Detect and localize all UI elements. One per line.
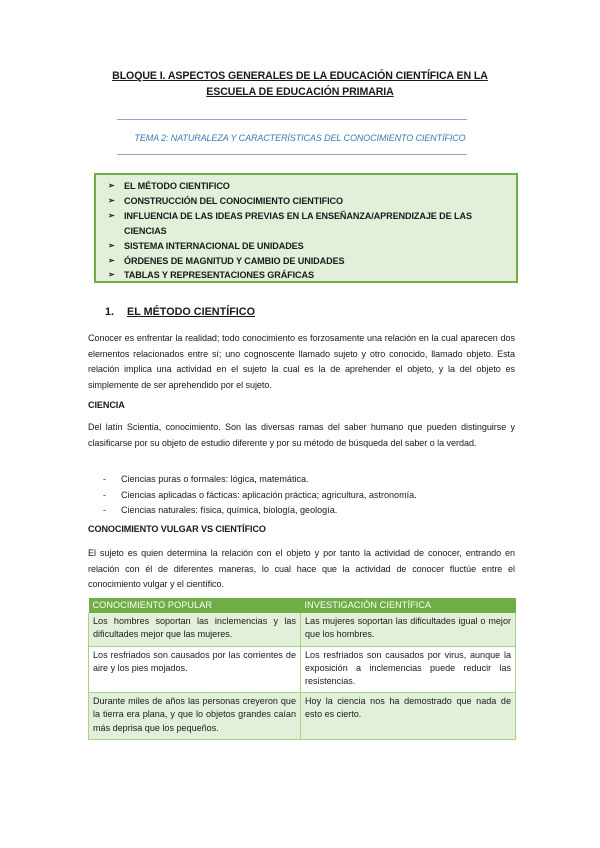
table-cell: Los resfriados son causados por las corrientes de aire y los pies mojados.	[89, 646, 301, 693]
table-row	[89, 613, 516, 646]
column-header-scientific: INVESTIGACIÓN CIENTÍFICA	[301, 598, 516, 613]
toc-item-label: CONSTRUCCIÓN DEL CONOCIMIENTO CIENTIFICO	[124, 195, 343, 206]
arrow-icon: ➢	[108, 255, 115, 265]
section-heading	[105, 306, 255, 318]
divider-bottom	[117, 154, 467, 155]
toc-item-label: TABLAS Y REPRESENTACIONES GRÁFICAS	[124, 270, 314, 281]
list-item-text: Ciencias naturales: física, química, biología, geología.	[121, 505, 338, 515]
intro-paragraph: Conocer es enfrentar la realidad; todo conocimiento es forzosamente una relación en la cual aparecen dos elementos relacionados entre sí; uno cognoscente llamado sujeto y otro conocido, llamado objeto. Esta relación implica una actividad en el sujeto la cual es la de aprehender el objeto, y la del objeto es simplemente de ser aprehendido por el sujeto.	[88, 333, 515, 390]
vulgar-vs-scientific-heading: CONOCIMIENTO VULGAR VS CIENTÍFICO	[88, 524, 266, 534]
toc-item	[108, 254, 508, 269]
toc-item-label: ÓRDENES DE MAGNITUD Y CAMBIO DE UNIDADES	[124, 255, 345, 266]
table-row	[89, 646, 516, 693]
vulgar-paragraph: El sujeto es quien determina la relación con el objeto y por tanto la actividad de conocer, entrando en relación con él de diferentes maneras, lo cual hace que la actividad de conocer fluctúe entre el conocimiento vulgar y el científico.	[88, 548, 515, 589]
title-line-2: ESCUELA DE EDUCACIÓN PRIMARIA	[206, 85, 394, 98]
comparison-table	[88, 598, 516, 740]
list-item	[103, 472, 417, 488]
ciencia-heading: CIENCIA	[88, 400, 125, 410]
table-header-row	[89, 598, 516, 613]
list-item-text: Ciencias aplicadas o fácticas: aplicación práctica; agricultura, astronomía.	[121, 489, 417, 500]
toc-item	[108, 209, 508, 239]
toc-item	[108, 194, 508, 209]
bullet-marker: -	[103, 474, 107, 484]
table-of-contents	[94, 173, 518, 283]
list-item	[103, 503, 417, 519]
ciencia-paragraph: Del latín Scientia, conocimiento. Son las diversas ramas del saber humano que pueden distinguirse y clasificarse por su objeto de estudio diferente y por su método de búsqueda del saber o la verdad.	[88, 422, 515, 448]
column-header-popular: CONOCIMIENTO POPULAR	[89, 598, 301, 613]
arrow-icon: ➢	[108, 210, 115, 220]
table-cell: Durante miles de años las personas creyeron que la tierra era plana, y que lo objetos grandes caían más deprisa que los pequeños.	[89, 693, 301, 740]
toc-item	[108, 179, 508, 194]
table-cell: Los resfriados son causados por virus, aunque la exposición a inclemencias puede reducir las resistencias.	[301, 646, 516, 693]
section-number: 1.	[105, 306, 115, 318]
table-cell: Las mujeres soportan las dificultades igual o mejor que los hombres.	[301, 613, 516, 646]
toc-item-label: SISTEMA INTERNACIONAL DE UNIDADES	[124, 240, 304, 251]
arrow-icon: ➢	[108, 270, 115, 280]
bullet-marker: -	[103, 505, 107, 515]
table-row	[89, 693, 516, 740]
bullet-marker: -	[103, 489, 107, 500]
toc-item-label: EL MÉTODO CIENTIFICO	[124, 181, 230, 191]
arrow-icon: ➢	[108, 181, 115, 190]
toc-item-label: INFLUENCIA DE LAS IDEAS PREVIAS EN LA ENSEÑANZA/APRENDIZAJE DE LAS CIENCIAS	[124, 210, 472, 236]
divider-top	[117, 119, 467, 120]
toc-item	[108, 268, 508, 283]
arrow-icon: ➢	[108, 240, 115, 250]
section-title: EL MÉTODO CIENTÍFICO	[127, 306, 255, 318]
arrow-icon: ➢	[108, 195, 115, 205]
title-line-1: BLOQUE I. ASPECTOS GENERALES DE LA EDUCACIÓN CIENTÍFICA EN LA	[112, 70, 488, 82]
toc-item	[108, 239, 508, 254]
list-item	[103, 488, 417, 504]
document-title	[88, 69, 512, 100]
science-types-list	[103, 472, 417, 519]
list-item-text: Ciencias puras o formales: lógica, matemática.	[121, 474, 309, 484]
table-cell: Hoy la ciencia nos ha demostrado que nada de esto es cierto.	[301, 693, 516, 740]
topic-subtitle: TEMA 2: NATURALEZA Y CARACTERÍSTICAS DEL CONOCIMIENTO CIENTÍFICO	[134, 133, 466, 143]
table-cell: Los hombres soportan las inclemencias y las dificultades mejor que las mujeres.	[89, 613, 301, 646]
